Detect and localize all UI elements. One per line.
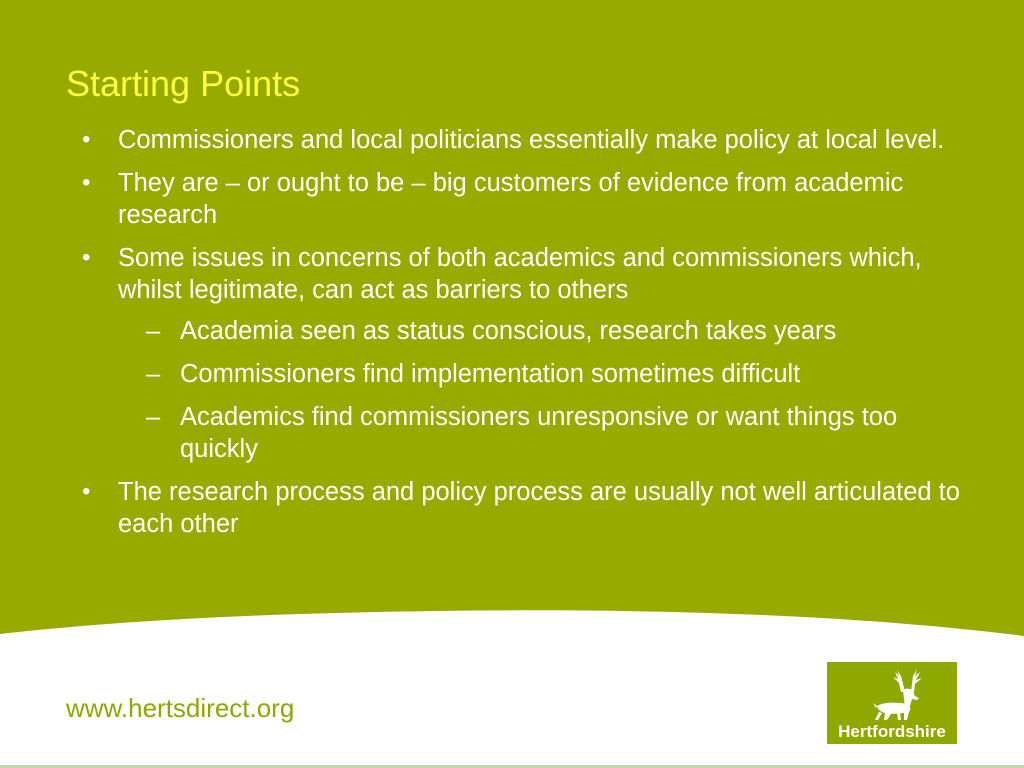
- hertfordshire-logo: [827, 662, 957, 744]
- sub-bullet-item: [118, 401, 962, 465]
- sub-bullet-text: Commissioners find implementation sometimes difficult: [180, 360, 801, 388]
- sub-bullet-text: Academia seen as status conscious, research takes years: [180, 317, 837, 345]
- bullet-text: They are – or ought to be – big customers of evidence from academic research: [118, 169, 904, 229]
- bullet-item: [82, 124, 962, 156]
- bullet-text: The research process and policy process are usually not well articulated to each other: [118, 478, 960, 538]
- bullet-dot-icon: •: [82, 244, 91, 271]
- bullet-dot-icon: •: [82, 478, 91, 505]
- sub-bullet-item: [118, 358, 962, 390]
- stag-icon: [827, 662, 957, 722]
- dash-icon: –: [146, 403, 161, 431]
- dash-icon: –: [146, 360, 161, 388]
- bullet-dot-icon: •: [82, 126, 91, 153]
- bullet-item: [82, 242, 962, 465]
- bullet-list: [82, 124, 962, 551]
- bullet-text: Commissioners and local politicians essentially make policy at local level.: [118, 126, 945, 154]
- bullet-item: [82, 476, 962, 540]
- sub-bullet-list: [118, 315, 962, 465]
- slide-title: Starting Points: [66, 63, 301, 104]
- logo-text: Hertfordshire: [838, 722, 946, 741]
- footer-url[interactable]: www.hertsdirect.org: [66, 693, 295, 723]
- bullet-text: Some issues in concerns of both academics and commissioners which, whilst legitimate, can act as barriers to others: [118, 244, 922, 304]
- sub-bullet-item: [118, 315, 962, 347]
- bullet-dot-icon: •: [82, 169, 91, 196]
- sub-bullet-text: Academics find commissioners unresponsive or want things too quickly: [180, 403, 898, 463]
- dash-icon: –: [146, 317, 161, 345]
- bullet-item: [82, 167, 962, 231]
